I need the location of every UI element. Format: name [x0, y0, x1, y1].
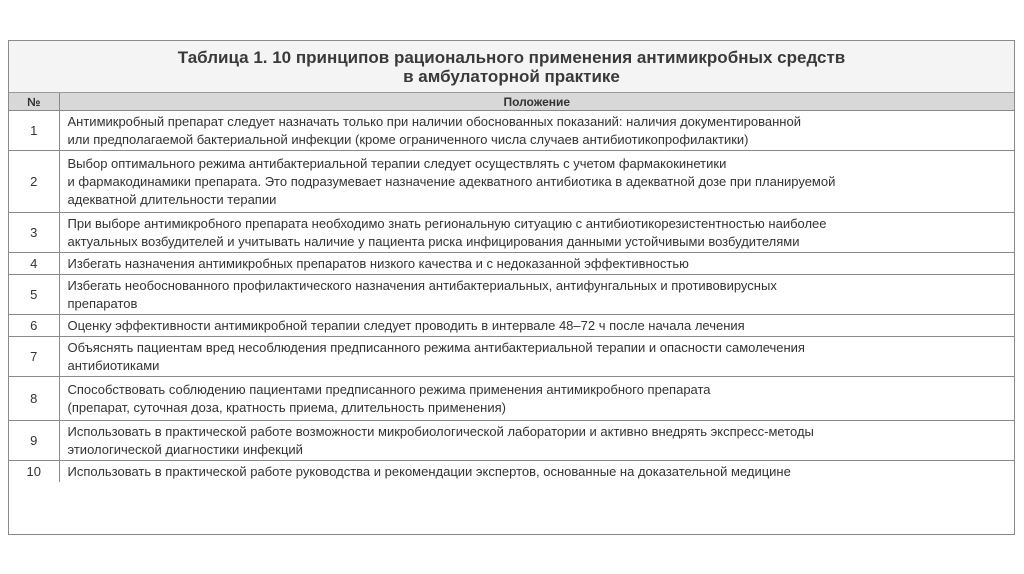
row-statement: Выбор оптимального режима антибактериальной терапии следует осуществлять с учетом фармакокинетики и фармакодинамики препарата. Это подразумевает назначение адекватного антибиотика в адекватной дозе при планируемой адекватной длительности терапии: [59, 151, 1014, 213]
row-number: 8: [9, 377, 59, 421]
row-statement: Избегать необоснованного профилактического назначения антибактериальных, антифунгальных и противовирусных препаратов: [59, 275, 1014, 315]
row-number: 7: [9, 337, 59, 377]
table-title-line1: Таблица 1. 10 принципов рационального применения антимикробных средств: [177, 48, 846, 67]
table-row: [9, 213, 1014, 253]
table-row: [9, 315, 1014, 337]
table-header-row: [9, 93, 1014, 111]
row-number: 9: [9, 421, 59, 461]
table-row: [9, 151, 1014, 213]
row-statement: Избегать назначения антимикробных препаратов низкого качества и с недоказанной эффективностью: [59, 253, 1014, 275]
row-number: 4: [9, 253, 59, 275]
table-row: [9, 421, 1014, 461]
row-number: 5: [9, 275, 59, 315]
table-row: [9, 275, 1014, 315]
row-statement: При выборе антимикробного препарата необходимо знать региональную ситуацию с антибиотикорезистентностью наиболее актуальных возбудителей и учитывать наличие у пациента риска инфицирования данными устойчивыми возбудителями: [59, 213, 1014, 253]
row-number: 10: [9, 461, 59, 483]
column-header-statement: Положение: [59, 93, 1014, 111]
table-row: [9, 337, 1014, 377]
table-title-line2: в амбулаторной практике: [403, 67, 620, 86]
table-row: [9, 461, 1014, 483]
column-header-number: №: [9, 93, 59, 111]
principles-table: [9, 93, 1014, 482]
row-statement: Объяснять пациентам вред несоблюдения предписанного режима антибактериальной терапии и опасности самолечения антибиотиками: [59, 337, 1014, 377]
table-title: [9, 41, 1014, 93]
table-row: [9, 111, 1014, 151]
row-number: 3: [9, 213, 59, 253]
table-row: [9, 377, 1014, 421]
row-number: 6: [9, 315, 59, 337]
row-statement: Способствовать соблюдению пациентами предписанного режима применения антимикробного препарата (препарат, суточная доза, кратность приема, длительность применения): [59, 377, 1014, 421]
row-number: 2: [9, 151, 59, 213]
row-statement: Оценку эффективности антимикробной терапии следует проводить в интервале 48–72 ч после начала лечения: [59, 315, 1014, 337]
row-statement: Использовать в практической работе руководства и рекомендации экспертов, основанные на доказательной медицине: [67, 464, 791, 479]
row-statement: Антимикробный препарат следует назначать только при наличии обоснованных показаний: наличия документированной или предполагаемой бактериальной инфекции (кроме ограниченного числа случаев антибиотикопрофилактики): [59, 111, 1014, 151]
table-row: [9, 253, 1014, 275]
row-number: 1: [9, 111, 59, 151]
principles-table-frame: [8, 40, 1015, 535]
row-statement: Использовать в практической работе возможности микробиологической лаборатории и активно внедрять экспресс-методы этиологической диагностики инфекций: [59, 421, 1014, 461]
